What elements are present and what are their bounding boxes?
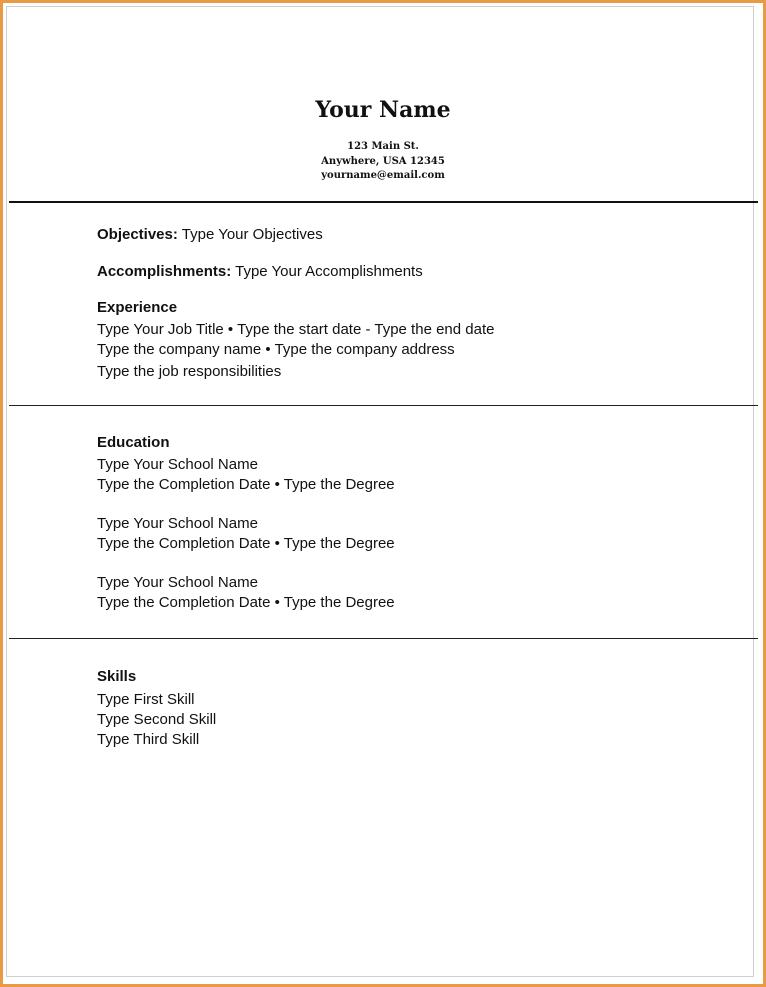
accomplishments-label: Accomplishments: [97, 263, 232, 280]
education-school: Type Your School Name [97, 515, 258, 532]
education-school: Type Your School Name [97, 574, 258, 591]
objectives-value: Type Your Objectives [181, 226, 323, 243]
skill-item: Type Second Skill [97, 711, 217, 728]
education-detail: Type the Completion Date • Type the Degree [97, 594, 395, 611]
skill-item: Type First Skill [97, 691, 195, 708]
experience-line: Type the job responsibilities [97, 363, 282, 380]
resume-name: Your Name [315, 97, 451, 123]
contact-city: Anywhere, USA 12345 [321, 156, 445, 167]
accomplishments-line [97, 263, 423, 281]
education-divider [9, 638, 758, 639]
objectives-label: Objectives: [97, 226, 178, 243]
experience-line: Type Your Job Title • Type the start date - Type the end date [97, 321, 495, 338]
education-detail: Type the Completion Date • Type the Degree [97, 476, 395, 493]
objectives-line [97, 226, 323, 244]
contact-email: yourname@email.com [321, 170, 445, 181]
education-detail: Type the Completion Date • Type the Degree [97, 535, 395, 552]
accomplishments-value: Type Your Accomplishments [235, 263, 423, 280]
skills-heading: Skills [97, 668, 137, 685]
experience-line: Type the company name • Type the company address [97, 341, 455, 358]
contact-address: 123 Main St. [347, 141, 419, 152]
education-school: Type Your School Name [97, 456, 258, 473]
experience-divider [9, 405, 758, 406]
header-divider [9, 201, 758, 203]
education-heading: Education [97, 434, 170, 451]
skill-item: Type Third Skill [97, 731, 200, 748]
experience-heading: Experience [97, 299, 178, 316]
